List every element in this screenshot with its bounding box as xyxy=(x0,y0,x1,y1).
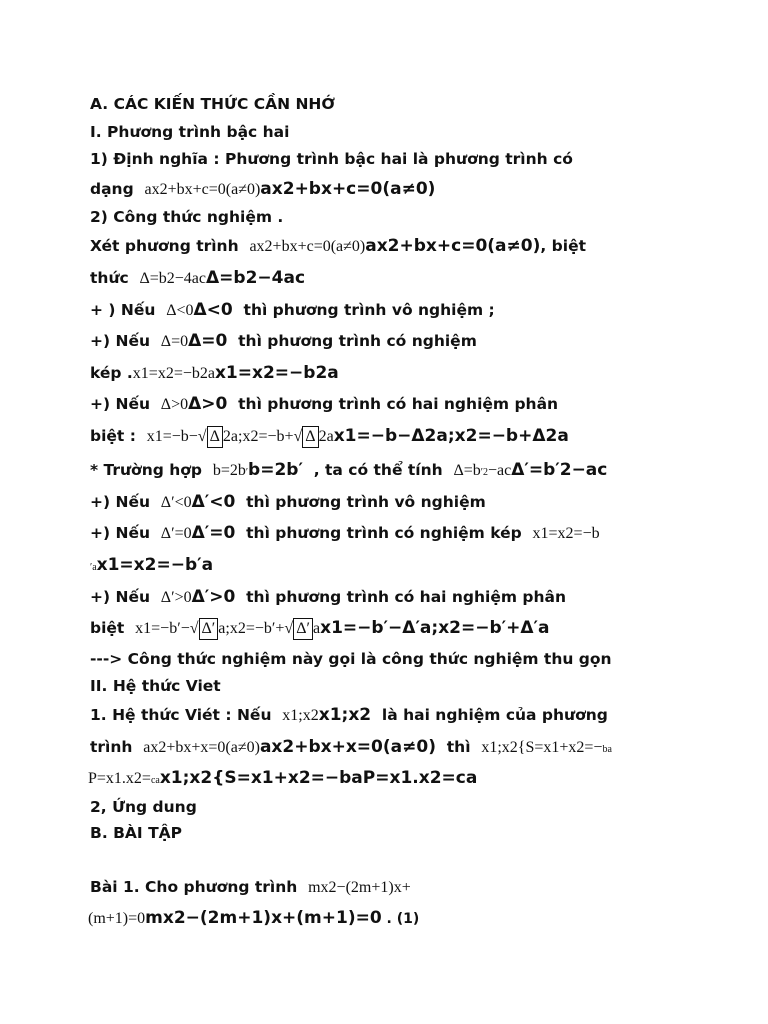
case1-tail: thì phương trình vô nghiệm ; xyxy=(243,301,495,319)
definition-form-line xyxy=(90,178,435,201)
case2-tail: thì phương trình có nghiệm xyxy=(238,332,477,350)
definition-line: 1) Định nghĩa : Phương trình bậc hai là phương trình có xyxy=(90,150,573,168)
thuc-lead: thức xyxy=(90,269,129,287)
case3-formula-plain: Δ>0 xyxy=(160,396,189,413)
kep-lead: kép . xyxy=(90,364,133,382)
case-prime-zero-line xyxy=(90,522,600,545)
viet-line-1 xyxy=(90,704,608,727)
case5-root-plain: x1=x2=−b xyxy=(532,525,600,542)
delta-prime-exp: ′2 xyxy=(480,467,488,478)
section-a-heading: A. CÁC KIẾN THỨC CẦN NHỚ xyxy=(90,95,335,113)
case4-lead: +) Nếu xyxy=(90,493,150,511)
viet3-formula-bold: x1;x2{S=x1+x2=−baP=x1.x2=ca xyxy=(159,768,478,788)
root-formula-part-c: 2a xyxy=(318,428,334,445)
case2-formula-bold: Δ=0 xyxy=(188,331,228,351)
definition-formula-plain: ax2+bx+c=0(a≠0) xyxy=(144,181,261,198)
viet3-fraction: ca xyxy=(150,775,160,786)
viet1-formula-bold: x1;x2 xyxy=(318,705,372,725)
case2-formula-plain: Δ=0 xyxy=(160,333,189,350)
biet2-lead: biệt xyxy=(90,619,125,637)
delta-prime-bold: Δ′=b′2−ac xyxy=(511,460,608,480)
case5b-formula-plain: ′a xyxy=(90,562,97,573)
viet2-system-plain: x1;x2{S=x1+x2=− xyxy=(481,739,603,756)
root-prime-part-b: a;x2=−b′+√ xyxy=(218,620,294,637)
case-prime-positive-line xyxy=(90,586,566,609)
viet2-formula-plain: ax2+bx+x=0(a≠0) xyxy=(143,739,260,756)
xet-lead: Xét phương trình xyxy=(90,237,239,255)
special-case-line xyxy=(90,459,607,484)
root-formula-bold: x1=−b−Δ2a;x2=−b+Δ2a xyxy=(333,426,569,446)
two-roots-line xyxy=(90,425,569,448)
case-negative-line xyxy=(90,299,495,322)
case5-formula-bold: Δ′=0 xyxy=(191,523,236,543)
viet1-lead: 1. Hệ thức Viét : Nếu xyxy=(90,706,272,724)
root-formula-part-a: x1=−b−√ xyxy=(146,428,207,445)
case1-lead: + ) Nếu xyxy=(90,301,156,319)
truonghop-formula-bold: b=2b′ xyxy=(248,460,303,480)
truonghop-formula-prime: ′ xyxy=(245,467,249,478)
bai1-lead: Bài 1. Cho phương trình xyxy=(90,878,298,896)
viet3-formula-plain: P=x1.x2= xyxy=(88,770,151,787)
case4-tail: thì phương trình vô nghiệm xyxy=(246,493,486,511)
case6-lead: +) Nếu xyxy=(90,588,150,606)
viet2-lead: trình xyxy=(90,738,133,756)
case-positive-line xyxy=(90,393,558,416)
truonghop-formula-plain: b=2b xyxy=(212,462,246,479)
viet-line-3 xyxy=(88,767,477,792)
root-prime-part-c: a xyxy=(313,620,321,637)
case5b-formula-bold: x1=x2=−b′a xyxy=(96,555,214,575)
discriminant-bold: Δ=b2−4ac xyxy=(206,268,306,288)
case1-formula-plain: Δ<0 xyxy=(166,302,194,319)
definition-formula-bold: ax2+bx+c=0(a≠0) xyxy=(260,179,436,199)
viet2-formula-bold: ax2+bx+x=0(a≠0) xyxy=(259,737,436,757)
double-root-prime-line xyxy=(90,554,213,579)
case3-lead: +) Nếu xyxy=(90,395,150,413)
delta-prime-box-2: Δ′ xyxy=(293,618,313,640)
section-ii-heading: II. Hệ thức Viet xyxy=(90,677,221,695)
formula-heading: 2) Công thức nghiệm . xyxy=(90,208,284,226)
root-prime-bold: x1=−b′−Δ′a;x2=−b′+Δ′a xyxy=(320,618,550,638)
exercise-1-line xyxy=(90,876,411,899)
biet1-lead: biệt : xyxy=(90,427,136,445)
bai1b-formula-plain: (m+1)=0 xyxy=(88,910,146,927)
xet-formula-plain: ax2+bx+c=0(a≠0) xyxy=(249,238,366,255)
case4-formula-plain: Δ′<0 xyxy=(160,494,192,511)
case3-tail: thì phương trình có hai nghiệm phân xyxy=(238,395,559,413)
case-prime-negative-line xyxy=(90,491,486,514)
viet1-formula-plain: x1;x2 xyxy=(282,707,319,724)
case5-lead: +) Nếu xyxy=(90,524,150,542)
bai1b-formula-bold: mx2−(2m+1)x+(m+1)=0 xyxy=(145,908,382,928)
xet-line xyxy=(90,235,586,258)
delta-prime-plain: Δ=b xyxy=(453,462,481,479)
case5-formula-plain: Δ′=0 xyxy=(160,525,192,542)
reduced-formula-note: ---> Công thức nghiệm này gọi là công thức nghiệm thu gọn xyxy=(90,650,612,668)
root-prime-part-a: x1=−b′−√ xyxy=(135,620,199,637)
root-formula-part-b: 2a;x2=−b+√ xyxy=(222,428,303,445)
case6-formula-bold: Δ′>0 xyxy=(191,587,236,607)
kep-formula-plain: x1=x2=−b2a xyxy=(132,365,215,382)
two-roots-prime-line xyxy=(90,617,550,640)
case-zero-line xyxy=(90,330,477,353)
case6-tail: thì phương trình có hai nghiệm phân xyxy=(246,588,567,606)
bai1b-tail: . (1) xyxy=(381,911,420,927)
delta-prime-tail: −ac xyxy=(487,462,512,479)
case6-formula-plain: Δ′>0 xyxy=(160,589,192,606)
case3-formula-bold: Δ>0 xyxy=(188,394,228,414)
exercise-1-line-2 xyxy=(88,907,419,930)
section-b-heading: B. BÀI TẬP xyxy=(90,824,183,842)
case4-formula-bold: Δ′<0 xyxy=(191,492,236,512)
case2-lead: +) Nếu xyxy=(90,332,150,350)
viet-line-2 xyxy=(90,736,612,761)
viet2-system-fraction: ba xyxy=(602,744,612,755)
viet1-tail: là hai nghiệm của phương xyxy=(381,706,608,724)
application-heading: 2, Ứng dung xyxy=(90,798,197,816)
section-i-heading: I. Phương trình bậc hai xyxy=(90,123,290,141)
delta-box-2: Δ xyxy=(302,426,318,448)
truonghop-mid: , ta có thể tính xyxy=(313,461,443,479)
discriminant-line xyxy=(90,267,305,290)
xet-formula-bold: ax2+bx+c=0(a≠0) xyxy=(365,236,541,256)
xet-tail: , biệt xyxy=(540,237,586,255)
double-root-line xyxy=(90,362,339,385)
viet2-mid: thì xyxy=(446,738,471,756)
truonghop-lead: * Trường hợp xyxy=(90,461,203,479)
definition-lead: dạng xyxy=(90,180,134,198)
bai1-formula-plain: mx2−(2m+1)x+ xyxy=(308,879,411,896)
kep-formula-bold: x1=x2=−b2a xyxy=(214,363,339,383)
delta-prime-box-1: Δ′ xyxy=(199,618,219,640)
case1-formula-bold: Δ<0 xyxy=(193,300,233,320)
discriminant-plain: Δ=b2−4ac xyxy=(139,270,207,287)
case5-tail: thì phương trình có nghiệm kép xyxy=(246,524,522,542)
delta-box-1: Δ xyxy=(207,426,223,448)
